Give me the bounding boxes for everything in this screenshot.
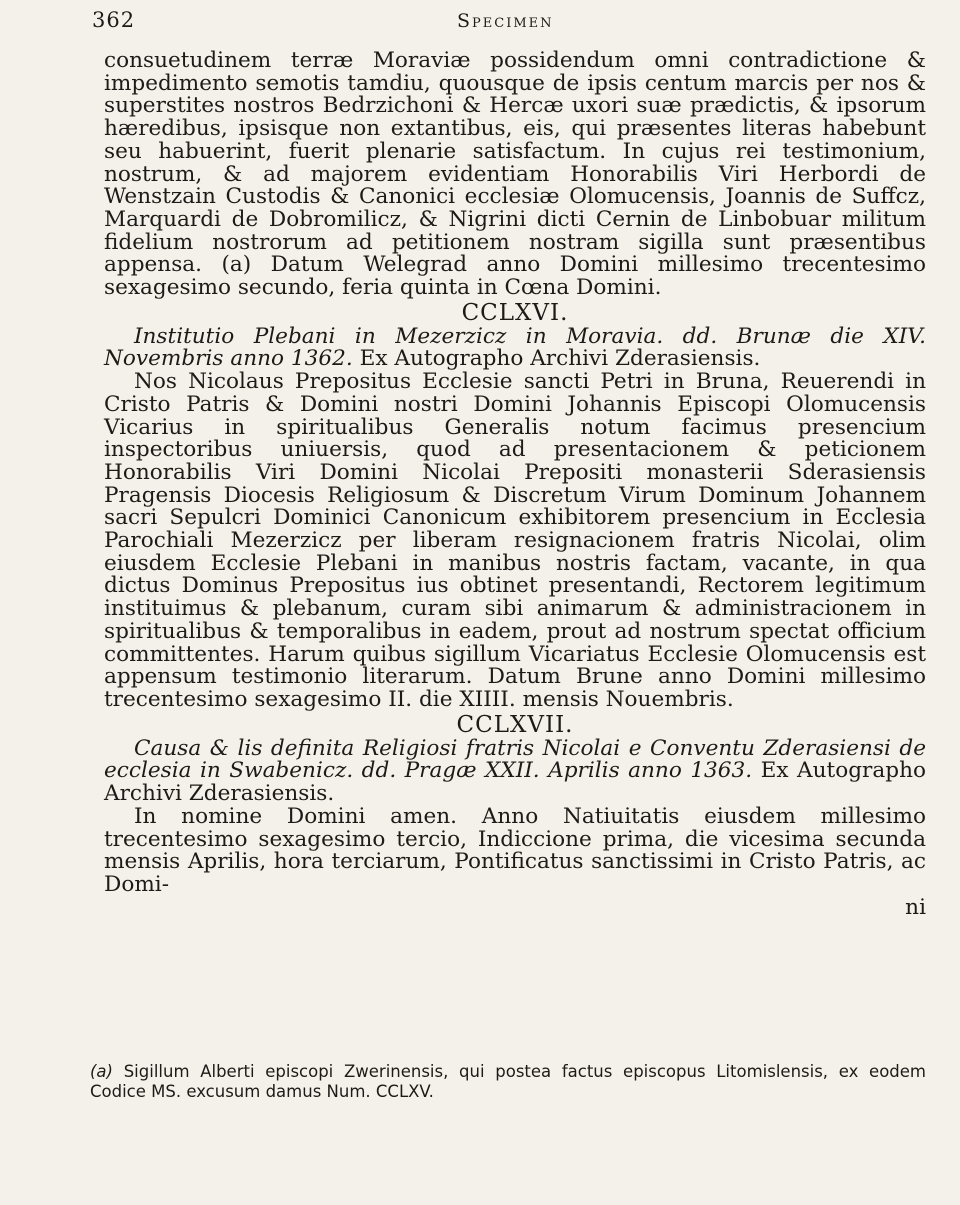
footnote <box>90 1062 926 1102</box>
opening-paragraph: consuetudinem terræ Moraviæ possidendum omni contradictione & impedimento semotis tamdiu, quousque de ipsis centum marcis per nos & superstites nostros Bedrzichoni & Hercæ uxori suæ prædictis, & ipsorum hæredibus, ipsisque non extantibus, eis, qui præsentes literas habebunt seu habuerint, fuerit plenarie satisfactum. In cujus rei testimonium, nostrum, & ad majorem evidentiam Honorabilis Viri Herbordi de Wenstzain Custodis & Canonici ecclesiæ Olomucensis, Joannis de Suffcz, Marquardi de Dobromilicz, & Nigrini dicti Cernin de Linbobuar militum fidelium nostrorum ad petitionem nostram sigilla sunt præsentibus appensa. (a) Datum Welegrad anno Domini millesimo trecentesimo sexagesimo secundo, feria quinta in Cœna Domini. <box>104 48 926 301</box>
footnote-mark: (a) <box>90 1062 113 1081</box>
running-head-title: Specimen <box>457 10 554 32</box>
charter-title-266 <box>104 323 926 372</box>
charter-text-266: Nos Nicolaus Prepositus Ecclesie sancti Petri in Bruna, Reuerendi in Cristo Patris & Domini nostri Domini Johannis Episcopi Olomucensis Vicarius in spiritualibus Generalis notum facimus presencium inspectoribus uniuersis, quod ad presentacionem & peticionem Honorabilis Viri Domini Nicolai Prepositi monasterii Sderasiensis Pragensis Diocesis Religiosum & Discretum Virum Dominum Johannem sacri Sepulcri Dominici Canonicum exhibitorem presencium in Ecclesia Parochiali Mezerzicz per liberam resignacionem fratris Nicolai, olim eiusdem Ecclesie Plebani in manibus nostris factam, vacante, in qua dictus Dominus Prepositus ius obtinet presentandi, Rectorem legitimum instituimus & plebanum, curam sibi animarum & administracionem in spiritualibus & temporalibus in eadem, prout ad nostrum spectat officium committentes. Harum quibus sigillum Vicariatus Ecclesie Olomucensis est appensum testimonio literarum. Datum Brune anno Domini millesimo trecentesimo sexagesimo II. die XIIII. mensis Nouembris. <box>104 369 926 712</box>
charter-title-text-266: Institutio Plebani in Mezerzicz in Moravia. dd. Brunæ die XIV. Novembris anno 1362. <box>104 323 926 372</box>
charter-number-267: CCLXVII. <box>456 711 574 738</box>
footnote-text: Sigillum Alberti episcopi Zwerinensis, qui postea factus episcopus Litomislensis, ex eodem Codice MS. excusum damus Num. CCLXV. <box>90 1062 927 1101</box>
running-head <box>92 8 890 34</box>
charter-source-267: Ex Autographo Archivi Zderasiensis. <box>104 758 926 807</box>
charter-source-266: Ex Autographo Archivi Zderasiensis. <box>359 346 761 372</box>
main-text <box>104 50 926 919</box>
charter-title-267 <box>104 735 926 807</box>
page-number: 362 <box>92 8 136 32</box>
charter-title-text-267: Causa & lis definita Religiosi fratris Nicolai e Conventu Zderasiensi de ecclesia in Swabenicz. dd. Pragæ XXII. Aprilis anno 1363. <box>104 735 926 784</box>
charter-text-267: In nomine Domini amen. Anno Natiuitatis eiusdem millesimo trecentesimo sexagesimo tercio, Indiccione prima, die vicesima secunda mensis Aprilis, hora terciarum, Pontificatus sanctissimi in Cristo Patris, ac Domi- <box>104 803 926 897</box>
charter-number-266: CCLXVI. <box>461 299 569 326</box>
catchword: ni <box>905 894 926 920</box>
